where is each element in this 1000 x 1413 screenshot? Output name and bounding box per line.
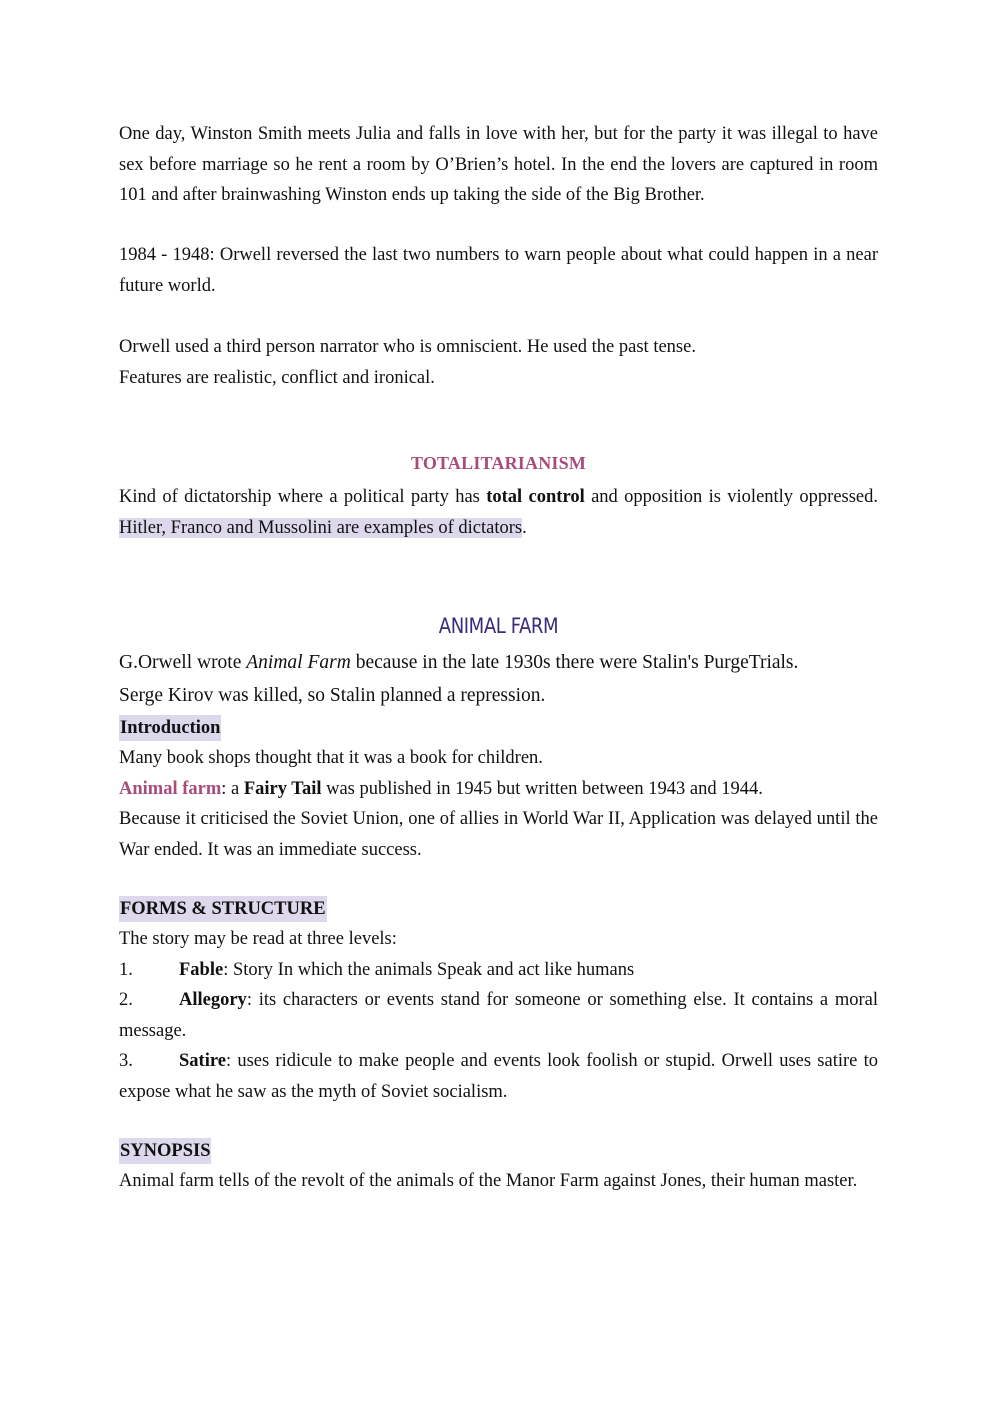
forms-label: FORMS & STRUCTURE bbox=[119, 896, 327, 922]
bold-text: Fairy Tail bbox=[243, 778, 322, 799]
text-run: . bbox=[522, 517, 527, 538]
text-run: because in the late 1930s there were Stalin's PurgeTrials. bbox=[350, 652, 799, 673]
list-text bbox=[179, 955, 878, 986]
list-number: 3. bbox=[119, 1051, 133, 1071]
synopsis-label: SYNOPSIS bbox=[119, 1138, 211, 1164]
introduction-label-line bbox=[119, 713, 878, 743]
section-totalitarianism bbox=[119, 453, 878, 474]
text-run: G.Orwell wrote bbox=[119, 652, 247, 673]
forms-section bbox=[119, 894, 878, 1107]
forms-label-line bbox=[119, 894, 878, 924]
section-heading: TOTALITARIANISM bbox=[410, 453, 587, 473]
list-item bbox=[119, 955, 878, 986]
list-term: Satire bbox=[179, 1051, 226, 1071]
paragraph-text: Animal farm tells of the revolt of the animals of the Manor Farm against Jones, their human master. bbox=[119, 1171, 858, 1191]
section-heading: ANIMAL FARM bbox=[438, 614, 559, 638]
paragraph-line bbox=[119, 774, 878, 805]
text-run: : Story In which the animals Speak and act like humans bbox=[223, 959, 635, 980]
animal-farm-label: Animal farm bbox=[119, 778, 222, 799]
list-text bbox=[119, 1046, 878, 1107]
introduction-label: Introduction bbox=[119, 715, 221, 741]
paragraph-winston bbox=[119, 119, 878, 211]
list-item bbox=[119, 985, 878, 1046]
totalitarianism-paragraph bbox=[119, 482, 878, 543]
synopsis-section bbox=[119, 1136, 878, 1197]
list-term: Fable bbox=[179, 959, 224, 980]
paragraph-line: Orwell used a third person narrator who is omniscient. He used the past tense. bbox=[119, 337, 696, 357]
paragraph-text: One day, Winston Smith meets Julia and falls in love with her, but for the party it was illegal to have sex before marriage so he rent a room by O’Brien’s hotel. In the end the lovers are captured in room 101 and after brainwashing Winston ends up taking the side of the Big Brother. bbox=[119, 124, 878, 205]
text-run: and opposition is violently oppressed. bbox=[584, 487, 879, 507]
bold-text: total control bbox=[486, 487, 585, 507]
text-run: : uses ridicule to make people and events look foolish or stupid. Orwell uses satire to expose what he saw as the myth of Soviet socialism. bbox=[119, 1051, 878, 1102]
italic-title: Animal Farm bbox=[246, 652, 351, 673]
section-animal-farm bbox=[119, 614, 878, 638]
text-run: : its characters or events stand for someone or something else. It contains a moral message. bbox=[119, 990, 878, 1041]
animal-farm-intro bbox=[119, 646, 878, 712]
paragraph-1984 bbox=[119, 240, 878, 301]
paragraph-text: 1984 - 1948: Orwell reversed the last two numbers to warn people about what could happen in a near future world. bbox=[119, 245, 878, 296]
paragraph-line: Serge Kirov was killed, so Stalin planned a repression. bbox=[119, 685, 546, 706]
text-run: Kind of dictatorship where a political party has bbox=[119, 487, 487, 507]
paragraph-line: Features are realistic, conflict and ironical. bbox=[119, 367, 435, 388]
list-number: 1. bbox=[119, 959, 133, 980]
highlighted-text: Hitler, Franco and Mussolini are examples of dictators bbox=[119, 517, 523, 538]
introduction-section bbox=[119, 713, 878, 865]
paragraph-narrator bbox=[119, 332, 878, 393]
text-run: : a bbox=[221, 778, 244, 799]
paragraph-line bbox=[119, 646, 878, 679]
list-term: Allegory bbox=[179, 990, 247, 1010]
text-run: was published in 1945 but written between 1943 and 1944. bbox=[321, 778, 763, 799]
paragraph-line: Many book shops thought that it was a book for children. bbox=[119, 748, 543, 768]
paragraph-text bbox=[119, 482, 878, 543]
synopsis-label-line bbox=[119, 1136, 878, 1166]
paragraph-line: The story may be read at three levels: bbox=[119, 929, 397, 949]
list-text bbox=[119, 985, 878, 1046]
paragraph-text: Because it criticised the Soviet Union, one of allies in World War II, Application was delayed until the War ended. It was an immediate success. bbox=[119, 809, 878, 860]
list-item bbox=[119, 1046, 878, 1107]
list-number: 2. bbox=[119, 990, 133, 1010]
